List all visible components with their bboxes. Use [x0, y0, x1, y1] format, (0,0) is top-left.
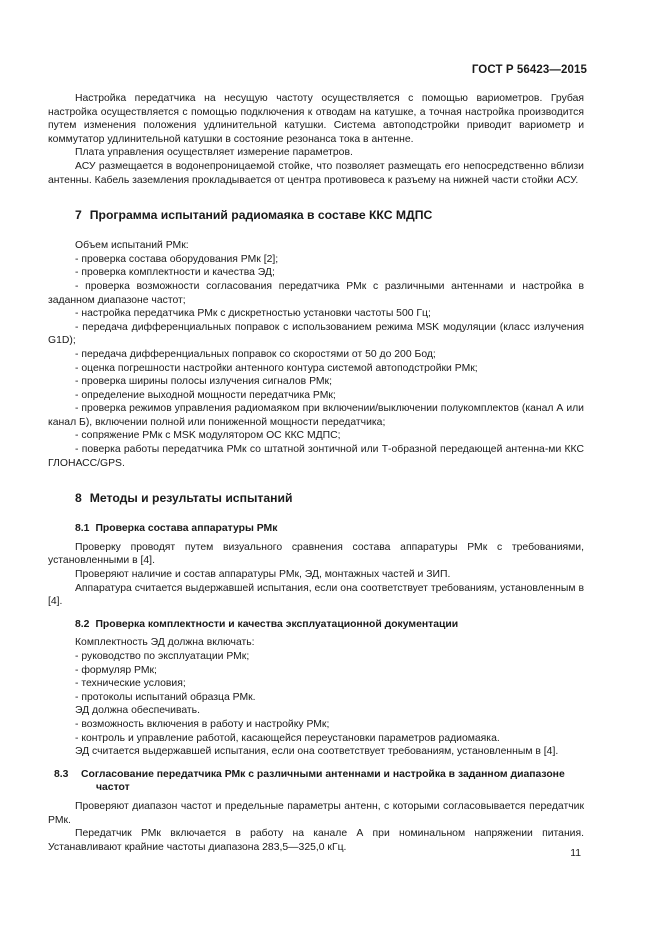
list-item: - формуляр РМк;	[75, 664, 157, 676]
list-item: - технические условия;	[75, 678, 186, 690]
list-lead: ЭД должна обеспечивать.	[75, 705, 200, 717]
documentation-list	[48, 650, 584, 704]
subsection-heading-8-3: 8.3 Согласование передатчика РМк с различными антеннами и настройка в заданном диапазоне частот	[54, 768, 565, 794]
list-item: - возможность включения в работу и настройку РМк;	[75, 718, 330, 730]
paragraph: Плата управления осуществляет измерение параметров.	[75, 147, 353, 159]
document-id-header: ГОСТ Р 56423—2015	[471, 64, 587, 76]
list-item: - протоколы испытаний образца РМк.	[75, 691, 256, 703]
paragraph: ЭД считается выдержавшей испытания, если она соответствует требованиям, установленным в [4].	[75, 746, 559, 758]
list-item: - настройка передатчика РМк с дискретностью установки частоты 500 Гц;	[75, 308, 431, 320]
page-number: 11	[570, 848, 581, 859]
paragraph: Настройка передатчика на несущую частоту осуществляется с помощью вариометров. Грубая настройка осуществляется с помощью подключения к отводам на катушке, а точная настройка производится путем изменения положения удлинительной катушки. Система автоподстройки приводит вариометр и коммутатор удлинительной катушки в состояние резонанса тока в антенне.	[48, 93, 584, 145]
list-item: - контроль и управление работой, касающейся переустановки параметров радиомаяка.	[75, 732, 500, 744]
list-item: - руководство по эксплуатации РМк;	[75, 651, 250, 662]
section-title: Методы и результаты испытаний	[89, 491, 293, 506]
section-title: Программа испытаний радиомаяка в составе ККС МДПС	[89, 208, 433, 223]
list-lead: Комплектность ЭД должна включать:	[75, 637, 255, 649]
subsection-heading-8-1	[48, 522, 584, 536]
list-item: - проверка ширины полосы излучения сигналов РМк;	[75, 376, 332, 388]
section-heading-7	[48, 207, 584, 223]
paragraph: Проверяют наличие и состав аппаратуры РМк, ЭД, монтажных частей и ЗИП.	[75, 569, 451, 581]
list-item: - определение выходной мощности передатчика РМк;	[75, 389, 336, 401]
subsection-heading-8-2	[48, 618, 584, 632]
list-item: - проверка возможности согласования передатчика РМк с различными антеннами и настройка в заданном диапазоне частот;	[48, 280, 584, 306]
subsection-title: Проверка состава аппаратуры РМк	[95, 523, 278, 535]
list-item: - поверка работы передатчика РМк со штатной зонтичной или Т-образной передающей антенна-ми ККС ГЛОНАСС/GPS.	[48, 444, 584, 469]
subsection-number: 8.1	[75, 523, 90, 535]
subsection-number: 8.2	[75, 618, 90, 630]
paragraph: Передатчик РМк включается в работу на канале А при номинальном напряжении питания. Устанавливают крайние частоты диапазона 283,5—325,0 кГц.	[48, 828, 584, 853]
paragraph: Проверку проводят путем визуального сравнения состава аппаратуры РМк с требованиями, установленными в [4].	[48, 541, 584, 567]
paragraph: Аппаратура считается выдержавшей испытания, если она соответствует требованиям, установленным в [4].	[48, 582, 584, 608]
list-item: - проверка комплектности и качества ЭД;	[75, 267, 275, 279]
paragraph: Проверяют диапазон частот и предельные параметры антенн, с которыми согласовывается передатчик РМк.	[48, 800, 584, 826]
subsection-title: Согласование передатчика РМк с различными антеннами и настройка в заданном диапазоне частот	[81, 768, 565, 794]
page-content	[48, 92, 584, 854]
requirements-list	[48, 718, 584, 745]
section-number: 8	[75, 491, 82, 506]
paragraph: АСУ размещается в водонепроницаемой стойке, что позволяет размещать его непосредственно вблизи антенны. Кабель заземления прокладывается от центра противовеса к разъему на нижней части стойки АСУ.	[48, 160, 584, 186]
list-lead: Объем испытаний РМк:	[75, 240, 189, 252]
section-heading-8	[48, 490, 584, 506]
list-item: - проверка состава оборудования РМк [2];	[75, 253, 279, 265]
section-number: 7	[75, 208, 82, 223]
list-item: - проверка режимов управления радиомаяком при включении/выключении полукомплектов (канал А или канал Б), включении полной или пониженной мощности передатчика;	[48, 403, 584, 428]
list-item: - оценка погрешности настройки антенного контура системой автоподстройки РМк;	[75, 362, 478, 374]
list-item: - сопряжение РМк с MSK модулятором ОС ККС МДПС;	[75, 430, 341, 442]
list-item: - передача дифференциальных поправок с использованием режима MSK модуляции (класс излучения G1D);	[48, 321, 584, 347]
subsection-title: Проверка комплектности и качества эксплуатационной документации	[95, 618, 459, 630]
test-program-list	[48, 253, 584, 471]
list-item: - передача дифференциальных поправок со скоростями от 50 до 200 Бод;	[75, 348, 436, 360]
